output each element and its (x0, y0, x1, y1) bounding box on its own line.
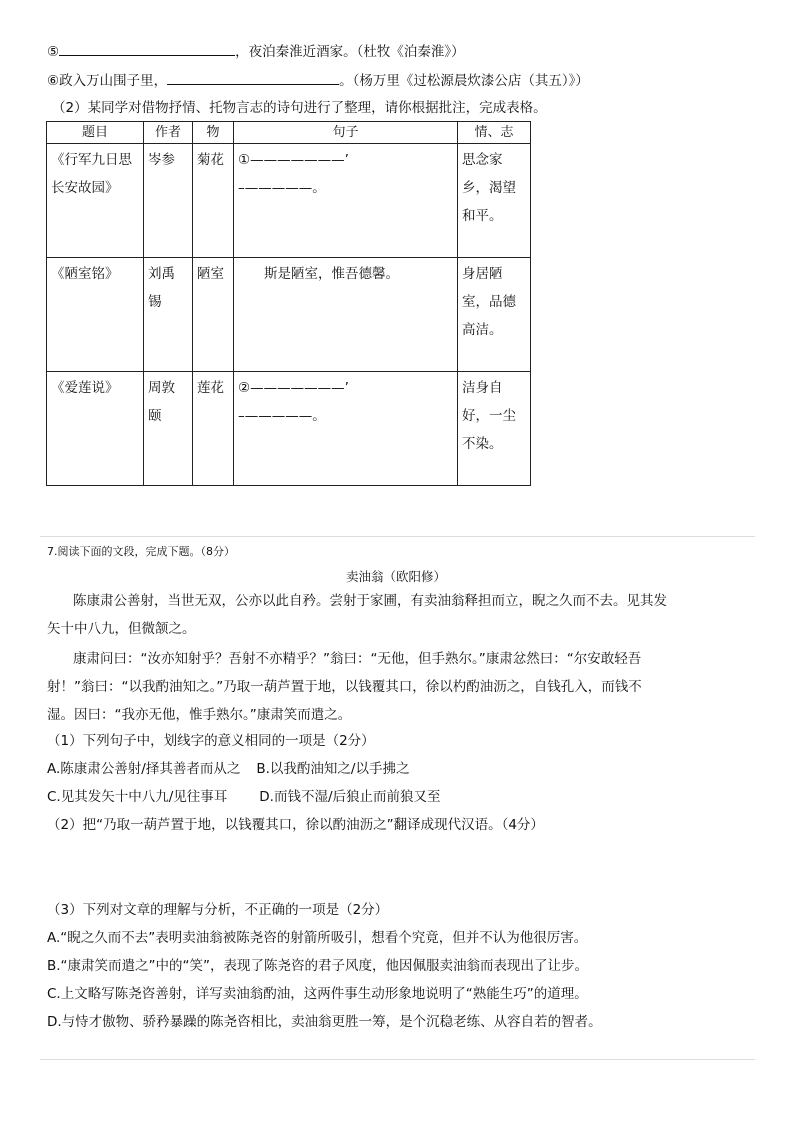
passage-line: 康肃问曰：“汝亦知射乎？吾射不亦精乎？”翁曰：“无他，但手熟尔。”康肃忿然曰：“尔安敢轻吾 (73, 651, 642, 667)
part2-prompt: （2）某同学对借物抒情、托物言志的诗句进行了整理，请你根据批注，完成表格。 (52, 100, 547, 116)
table-row (47, 144, 531, 258)
row-thing: 莲花 (193, 372, 234, 486)
option-a[interactable]: A.“睨之久而不去”表明卖油翁被陈尧咨的射箭所吸引，想看个究竟，但并不认为他很厉害。 (47, 930, 588, 946)
passage-title: 卖油翁（欧阳修） (345, 569, 446, 584)
passage-line: 矢十中八九，但微颔之。 (47, 621, 196, 637)
option-d[interactable]: D.与恃才傲物、骄矜暴躁的陈尧咨相比，卖油翁更胜一筹，是个沉稳老练、从容自若的智者。 (47, 1014, 602, 1030)
option-c[interactable]: C.上文略写陈尧咨善射，详写卖油翁酌油，这两件事生动形象地说明了“熟能生巧”的道理。 (47, 986, 588, 1002)
option-c[interactable]: C.见其发矢十中八九/见往事耳 (47, 789, 228, 805)
question-7-heading (47, 545, 235, 559)
row-sentence-line2: –—————。 (238, 180, 326, 196)
row-feeling: 洁身自好，一尘不染。 (458, 372, 531, 486)
passage-paragraph-2 (47, 645, 747, 729)
row-sentence-line1: ②———————’ (238, 380, 349, 396)
passage-paragraph-1 (47, 587, 747, 643)
subquestion-3: （3）下列对文章的理解与分析，不正确的一项是（2分） (47, 902, 389, 918)
answer-blank-5[interactable] (59, 41, 235, 56)
fill-line-6 (47, 70, 589, 91)
poem-table (46, 121, 531, 486)
fill-line-6-prefix: ⑥政入万山围子里， (47, 73, 168, 89)
fill-line-6-text: 。（杨万里《过松源晨炊漆公店（其五）》） (339, 73, 589, 89)
row-feeling: 思念家乡，渴望和平。 (458, 144, 531, 258)
row-author: 岑参 (144, 144, 193, 258)
passage-line: 陈康肃公善射，当世无双，公亦以此自矜。尝射于家圃，有卖油翁释担而立，睨之久而不去。见其发 (73, 593, 667, 609)
passage-line: 湿。因曰：“我亦无他，惟手熟尔。”康肃笑而遣之。 (47, 707, 352, 723)
option-a[interactable]: A.陈康肃公善射/择其善者而从之 (47, 761, 241, 777)
header-author: 作者 (144, 122, 193, 144)
header-thing: 物 (193, 122, 234, 144)
row-sentence-cell[interactable] (234, 144, 458, 258)
row-title: 《爱莲说》 (47, 372, 144, 486)
row-sentence-cell (234, 258, 458, 372)
option-b[interactable]: B.“康肃笑而遣之”中的“笑”，表现了陈尧咨的君子风度，他因佩服卖油翁而表现出了让步。 (47, 958, 589, 974)
option-b[interactable]: B.以我酌油知之/以手拂之 (256, 761, 410, 777)
row-sentence-line2: –—————。 (238, 408, 326, 424)
row-title: 《行军九日思长安故园》 (47, 144, 144, 258)
passage-line: 射！”翁曰：“以我酌油知之。”乃取一葫芦置于地，以钱覆其口，徐以杓酌油沥之，自钱孔入，而钱不 (47, 679, 642, 695)
question-number: 7. (47, 545, 58, 558)
row-sentence-cell[interactable] (234, 372, 458, 486)
divider (40, 1059, 755, 1060)
question-instruction: 阅读下面的文段，完成下题。（8分） (57, 545, 235, 558)
divider (40, 536, 755, 537)
row-author: 刘禹锡 (144, 258, 193, 372)
fill-line-5 (47, 41, 465, 62)
option-d[interactable]: D.而钱不湿/后狼止而前狼又至 (259, 789, 441, 805)
subquestion-1: （1）下列句子中，划线字的意义相同的一项是（2分） (47, 733, 375, 749)
row-feeling: 身居陋室，品德高洁。 (458, 258, 531, 372)
subquestion-1-options-ab (47, 758, 409, 780)
table-header-row (47, 122, 531, 144)
header-sentence: 句子 (234, 122, 458, 144)
subquestion-1-options-cd (47, 786, 441, 808)
fill-line-5-text: ，夜泊秦淮近酒家。（杜牧《泊秦淮》） (235, 44, 465, 60)
row-title: 《陋室铭》 (47, 258, 144, 372)
table-row (47, 258, 531, 372)
item-marker-5: ⑤ (47, 44, 60, 60)
subquestion-2: （2）把“乃取一葫芦置于地，以钱覆其口，徐以酌油沥之”翻译成现代汉语。（4分） (47, 817, 544, 833)
row-thing: 菊花 (193, 144, 234, 258)
row-sentence-line1: 斯是陋室，惟吾德馨。 (264, 266, 399, 282)
table-row (47, 372, 531, 486)
header-title: 题目 (47, 122, 144, 144)
row-thing: 陋室 (193, 258, 234, 372)
row-author: 周敦颐 (144, 372, 193, 486)
answer-blank-6[interactable] (167, 70, 339, 85)
header-feeling: 情、志 (458, 122, 531, 144)
row-sentence-line1: ①———————’ (238, 152, 349, 168)
